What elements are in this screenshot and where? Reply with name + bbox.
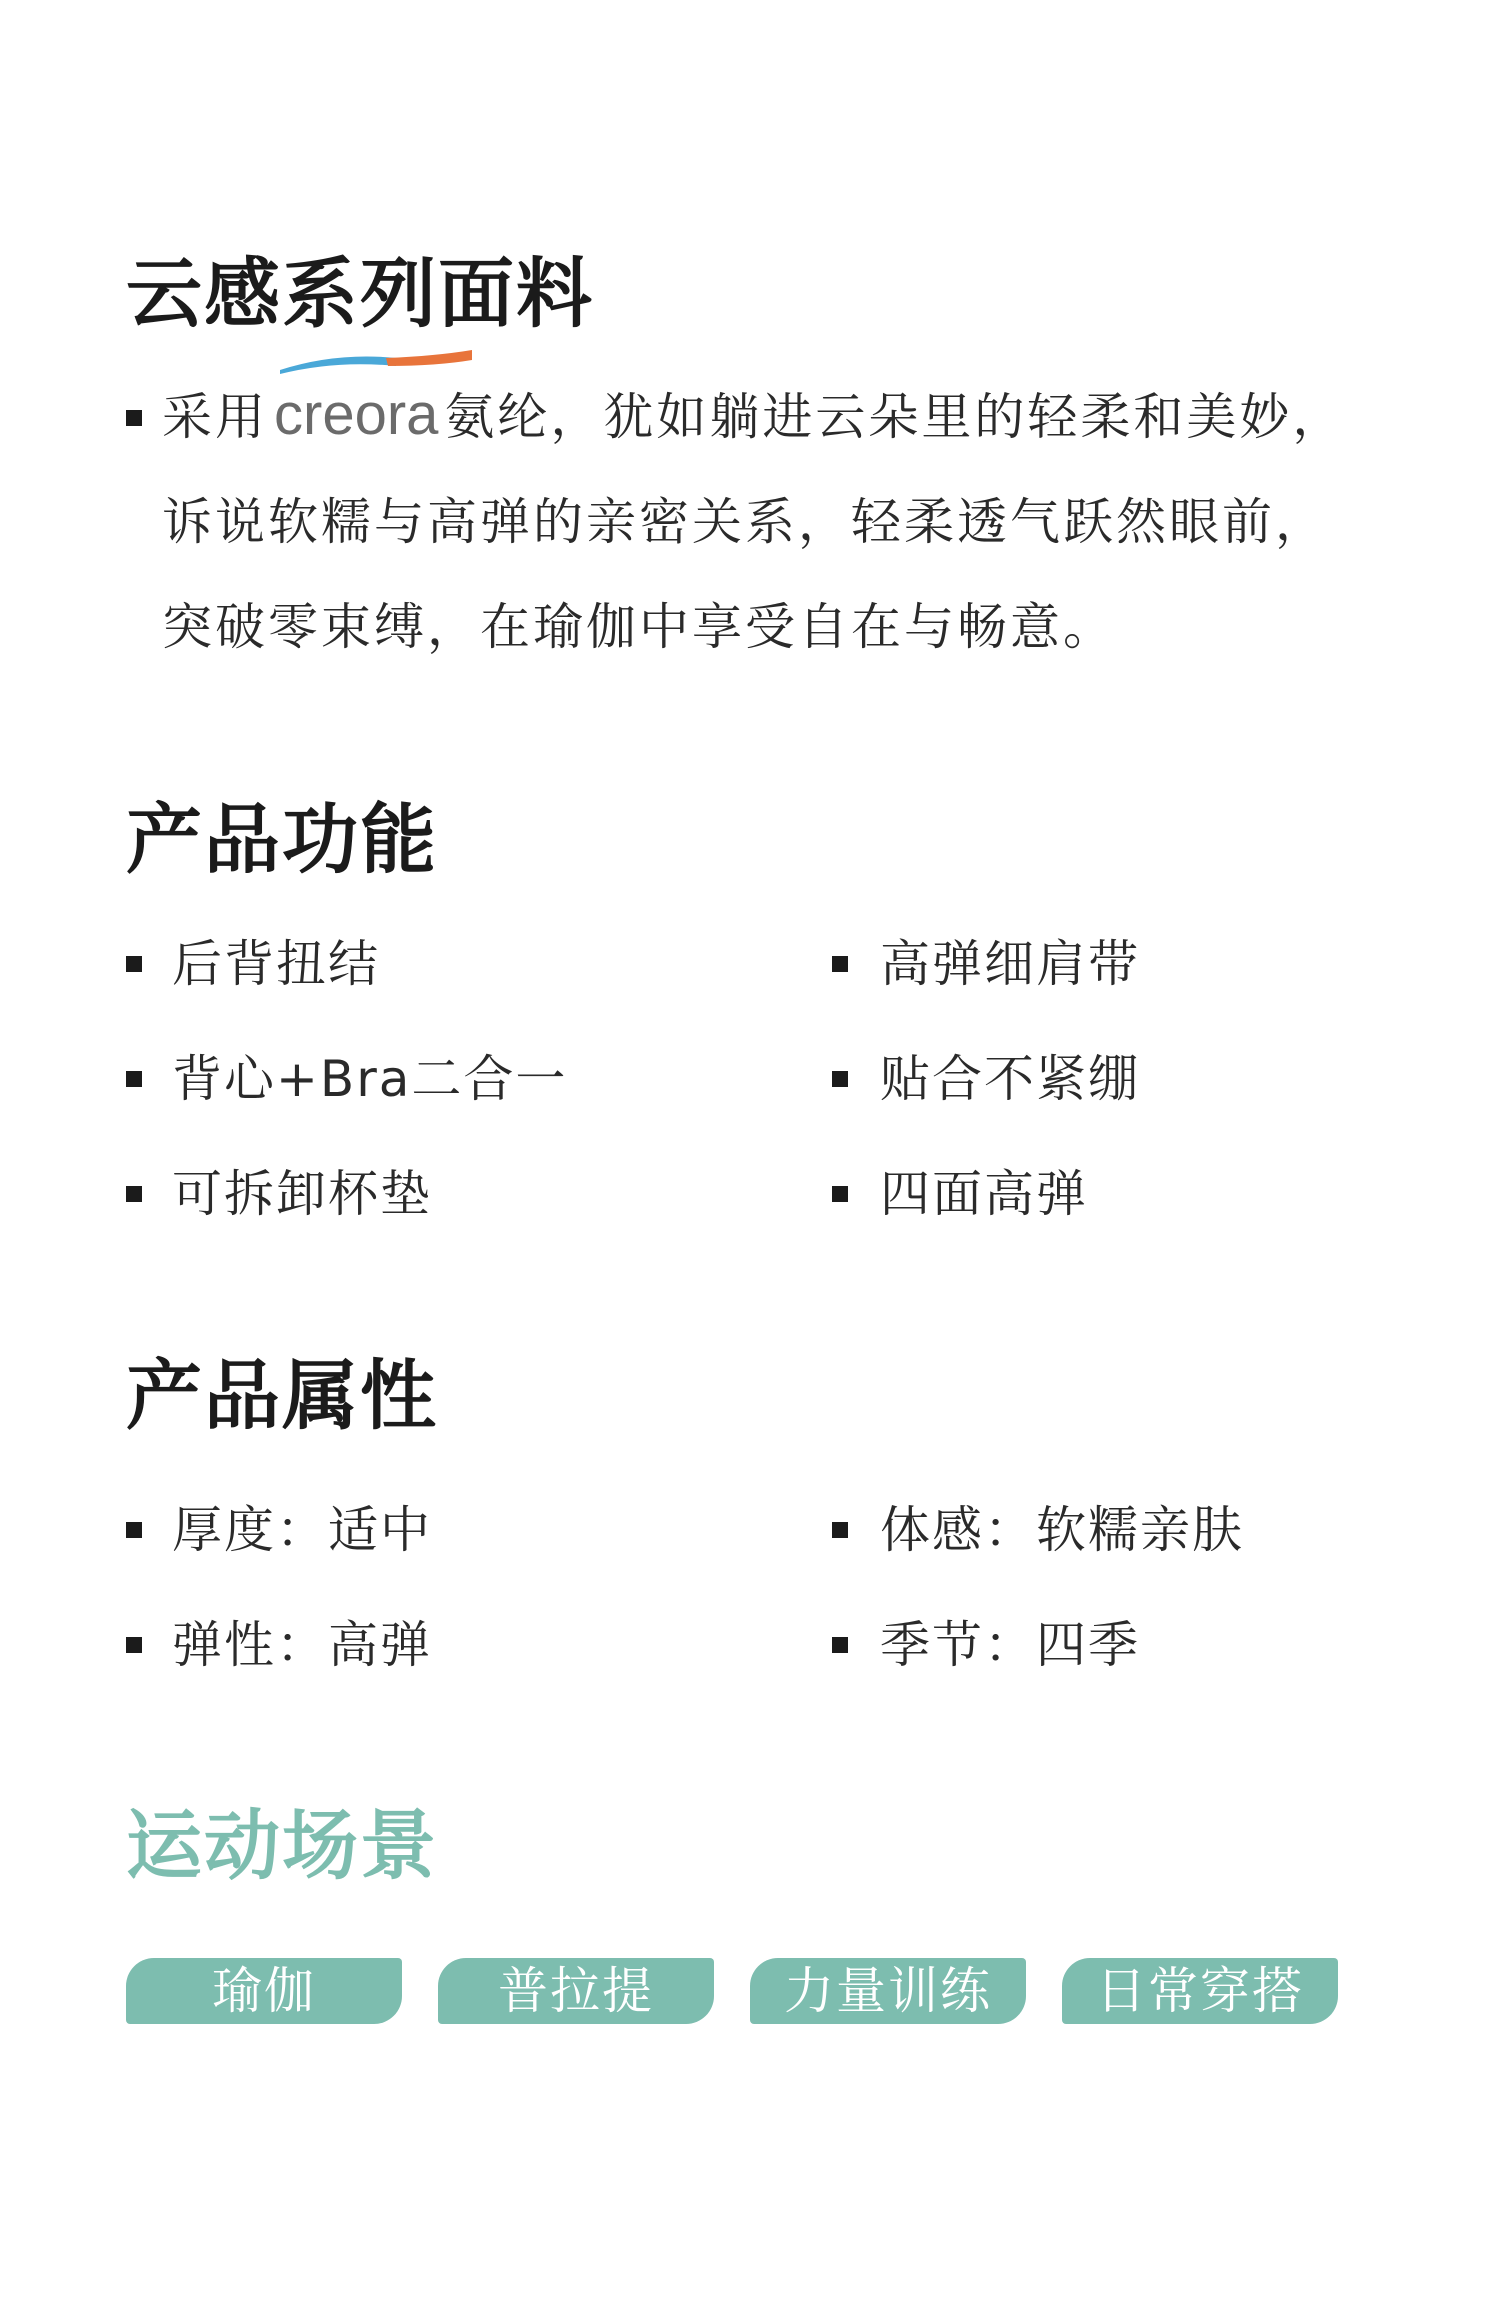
feature-item: 高弹细肩带 — [880, 935, 1140, 993]
intro-prefix: 采用 — [162, 388, 268, 446]
attribute-item: 厚度：适中 — [172, 1501, 432, 1559]
feature-bullet — [126, 1186, 142, 1202]
scene-tag-strength: 力量训练 — [750, 1958, 1026, 2024]
scenes-title: 运动场景 — [126, 1801, 438, 1890]
feature-bullet — [832, 1186, 848, 1202]
features-title: 产品功能 — [126, 795, 438, 884]
feature-item: 可拆卸杯垫 — [172, 1165, 432, 1223]
scene-tag-pilates: 普拉提 — [438, 1958, 714, 2024]
attributes-title: 产品属性 — [126, 1351, 438, 1440]
feature-bullet — [126, 956, 142, 972]
creora-logo — [274, 362, 438, 470]
feature-bullet — [126, 1071, 142, 1087]
intro-line-2: 诉说软糯与高弹的亲密关系，轻柔透气跃然眼前， — [162, 493, 1328, 551]
intro-line1-rest: 氨纶，犹如躺进云朵里的轻柔和美妙， — [444, 388, 1346, 446]
intro-line-1 — [162, 362, 1462, 470]
feature-item: 贴合不紧绷 — [880, 1050, 1140, 1108]
creora-arc-icon — [276, 348, 476, 378]
attribute-item: 季节：四季 — [880, 1616, 1140, 1674]
attribute-bullet — [126, 1637, 142, 1653]
attribute-bullet — [832, 1522, 848, 1538]
feature-bullet — [832, 1071, 848, 1087]
intro-bullet — [126, 410, 142, 426]
attribute-bullet — [832, 1637, 848, 1653]
creora-wordmark: creora — [274, 382, 439, 447]
scene-tag-yoga: 瑜伽 — [126, 1958, 402, 2024]
feature-item: 四面高弹 — [880, 1165, 1088, 1223]
attribute-item: 体感：软糯亲肤 — [880, 1501, 1244, 1559]
attribute-item: 弹性：高弹 — [172, 1616, 432, 1674]
feature-item: 后背扭结 — [172, 935, 380, 993]
intro-line-3: 突破零束缚，在瑜伽中享受自在与畅意。 — [162, 598, 1116, 656]
attribute-bullet — [126, 1522, 142, 1538]
fabric-intro — [162, 362, 1462, 680]
fabric-title: 云感系列面料 — [126, 249, 594, 338]
scene-tag-daily: 日常穿搭 — [1062, 1958, 1338, 2024]
feature-bullet — [832, 956, 848, 972]
feature-item: 背心+Bra二合一 — [172, 1050, 568, 1108]
